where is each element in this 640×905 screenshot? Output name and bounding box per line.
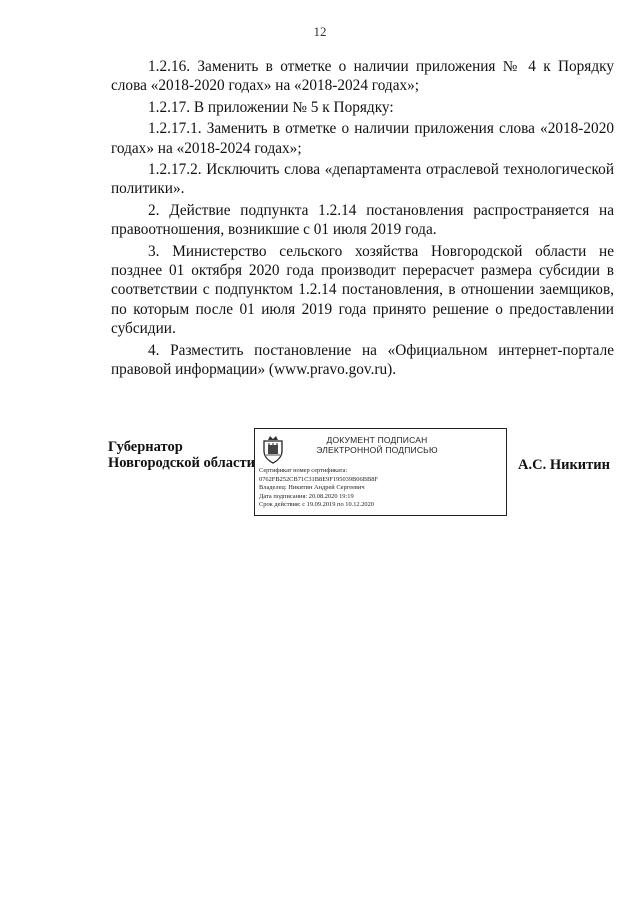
signer-name: А.С. Никитин [518,457,610,473]
paragraph-1-2-16: 1.2.16. Заменить в отметке о наличии приложения № 4 к Порядку слова «2018-2020 годах» на «2018-2024 годах»; [111,58,614,95]
signing-date: Дата подписания: 20.08.2020 19:19 [259,492,354,500]
governor-title [108,439,255,471]
coat-of-arms-icon [261,434,285,464]
page-number: 12 [313,24,327,39]
certificate-validity: Срок действия: с 19.09.2019 по 10.12.2020 [259,501,375,509]
paragraph-2: 2. Действие подпункта 1.2.14 постановления распространяется на правоотношения, возникшие с 01 июля 2019 года. [111,201,614,239]
stamp-heading-line2: ЭЛЕКТРОННОЙ ПОДПИСЬЮ [316,445,438,455]
paragraph-1-2-17-1: 1.2.17.1. Заменить в отметке о наличии приложения слова «2018-2020 годах» на «2018-2024 годах»; [111,120,614,157]
stamp-heading [297,435,457,455]
paragraph-1-2-17-2: 1.2.17.2. Исключить слова «департамента отраслевой технологической политики». [111,161,614,198]
certificate-label: Сертификат номер сертификата: [259,467,348,474]
certificate-number: 0762FB252CB71C31B8E9F195039B06BB8F [259,475,378,483]
document-body [111,57,614,382]
stamp-details [259,467,378,510]
certificate-owner: Владелец: Никитин Андрей Сергеевич [259,484,365,492]
paragraph-4: 4. Разместить постановление на «Официальном интернет-портале правовой информации» (www.pravo.gov.ru). [111,341,614,379]
stamp-heading-line1: ДОКУМЕНТ ПОДПИСАН [326,435,428,445]
governor-title-line1: Губернатор [108,439,183,455]
paragraph-3: 3. Министерство сельского хозяйства Новгородской области не позднее 01 октября 2020 года производит перерасчет размера субсидии в соответствии с подпунктом 1.2.14 постановления, в отношении заемщиков, по которым после 01 июля 2019 года принято решение о предоставлении субсидии. [111,242,614,338]
governor-title-line2: Новгородской области [108,455,255,471]
signature-block [0,428,640,518]
electronic-signature-stamp [254,428,507,516]
paragraph-1-2-17: 1.2.17. В приложении № 5 к Порядку: [148,98,394,116]
